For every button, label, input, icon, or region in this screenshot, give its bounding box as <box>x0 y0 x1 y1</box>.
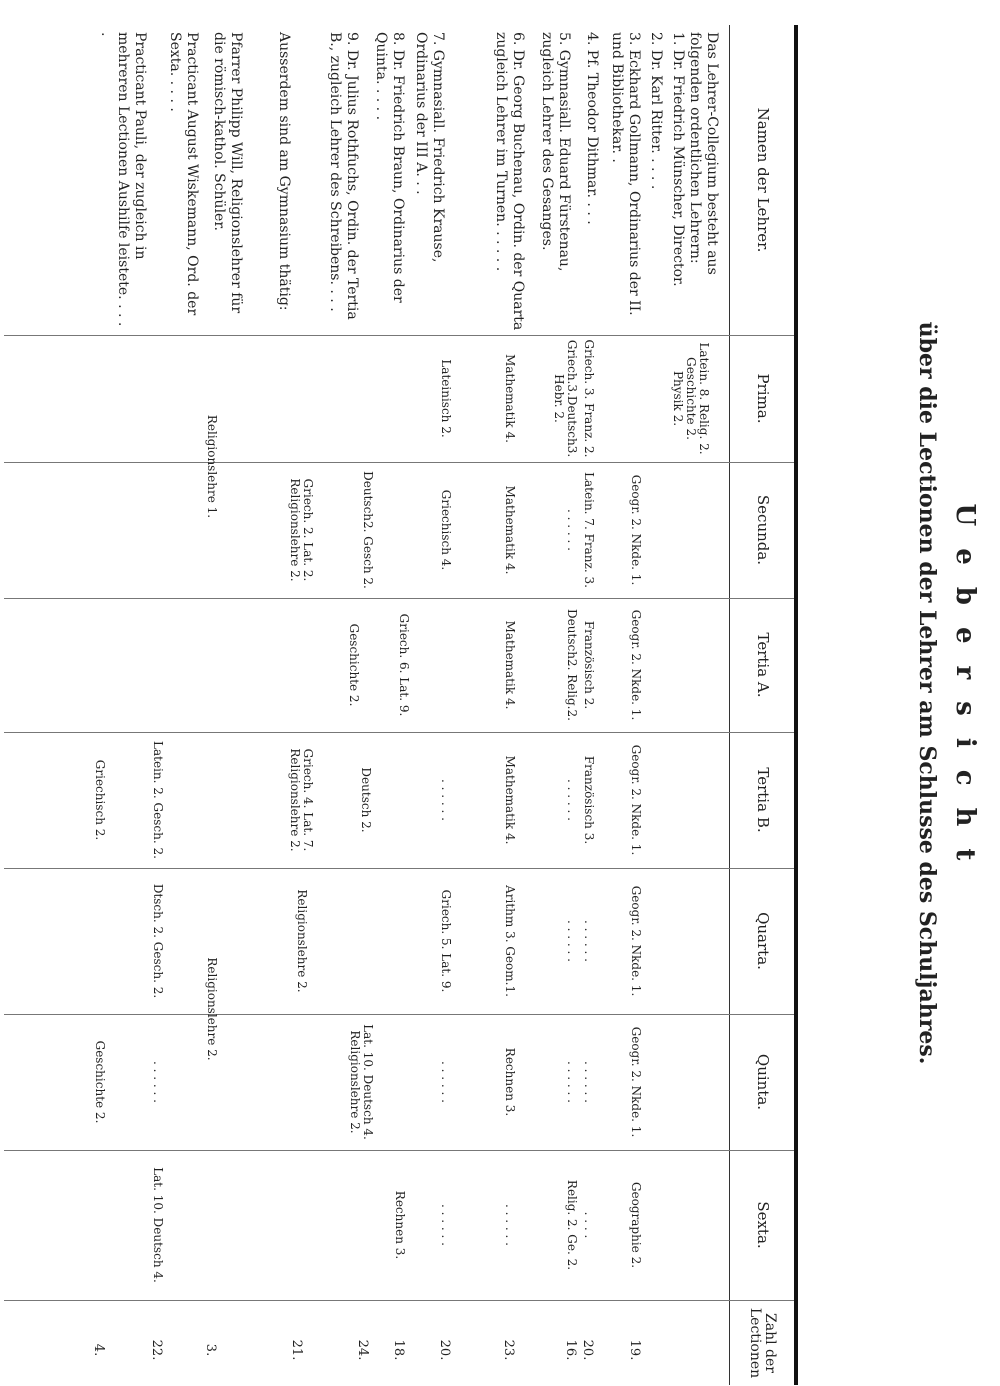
column-divider <box>4 1014 794 1015</box>
cell-dithmar-quarta-dots: . . . . . . <box>565 920 579 962</box>
cell-krause-tertia-a: Griech. 6. Lat. 9. <box>397 613 411 717</box>
header-quarta: Quarta. <box>753 912 772 970</box>
page-subtitle: über die Lectionen der Lehrer am Schlusse des Schuljahres. <box>914 321 940 1065</box>
header-tertia-a: Tertia A. <box>753 632 772 698</box>
cell-ritter-tertia-a: Geogr. 2. Nkde. 1. <box>629 609 643 721</box>
header-secunda: Secunda. <box>753 494 772 566</box>
total-will: 3. <box>203 1343 218 1357</box>
teacher-row-braun: 8. Dr. Friedrich Braun, Ordinarius der Quinta. . . . . <box>373 32 406 303</box>
cell-krause-quarta: Griech. 5. Lat. 9. <box>439 889 453 993</box>
cell-buchenau-tertia-b: Mathematik 4. <box>503 755 517 845</box>
cell-braun-sexta: Rechnen 3. <box>393 1190 407 1260</box>
cell-krause-tertia-b-dots: . . . . . . <box>439 779 453 821</box>
cell-ritter-sexta: Geographie 2. <box>629 1181 643 1269</box>
cell-braun-secunda: Deutsch2. Gesch 2. <box>361 471 375 589</box>
cell-pauli-quinta: Geschichte 2. <box>93 1040 107 1124</box>
teacher-row-will: Pfarrer Philipp Will, Religionslehrer für die römisch-kathol. Schüler. <box>211 32 244 314</box>
column-divider <box>4 732 794 733</box>
cell-muenscher-prima: Latein. 8. Relig. 2. Geschichte 2. Physik 2. <box>671 342 711 455</box>
cell-braun-tertia-b: Deutsch 2. <box>359 767 373 833</box>
cell-dithmar-quinta-dots: . . . . . . <box>565 1061 579 1103</box>
cell-krause-secunda: Griechisch 4. <box>439 489 453 571</box>
teacher-row-rothfuchs: 9. Dr. Julius Rothfuchs, Ordin. der Tertia B., zugleich Lehrer des Schreibens. . . . <box>327 32 360 320</box>
cell-wiskemann-sexta: Lat. 10. Deutsch 4. <box>151 1167 165 1283</box>
column-divider <box>4 462 794 463</box>
teacher-row-wiskemann: Practicant August Wiskemann, Ord. der Sexta. . . . . <box>167 32 200 316</box>
cell-will-prima-secunda: Religionslehre 1. <box>205 414 219 519</box>
header-sexta: Sexta. <box>753 1201 772 1249</box>
teacher-row-buchenau: 6. Dr. Georg Buchenau, Ordin. der Quarta zugleich Lehrer im Turnen. . . . . . <box>493 32 526 331</box>
cell-buchenau-secunda: Mathematik 4. <box>503 485 517 575</box>
intro-text: Das Lehrer-Collegium besteht aus folgenden ordentlichen Lehrern: <box>687 32 720 275</box>
teacher-row-pauli: Practicant Pauli, der zugleich in mehreren Lectionen Aushilfe leistete. . . . . <box>98 32 148 327</box>
header-zahl: Zahl der Lectionen <box>747 1307 778 1379</box>
header-names: Namen der Lehrer. <box>753 107 772 253</box>
cell-krause-prima: Lateinisch 2. <box>439 359 453 438</box>
teacher-row-fuerstenau: 5. Gymnasiall. Eduard Fürstenau, zugleich Lehrer des Gesanges. <box>539 32 572 272</box>
cell-dithmar-sexta: Relig. 2. Ge. 2. <box>565 1179 579 1271</box>
cell-gollmann-sexta-dots: . . . . <box>582 1211 596 1239</box>
cell-rothfuchs-secunda: Griech. 2. Lat. 2. Religionslehre 2. <box>288 478 315 582</box>
total-braun: 18. <box>391 1339 406 1361</box>
cell-gollmann-quarta-dots: . . . . . . <box>582 920 596 962</box>
cell-buchenau-prima: Mathematik 4. <box>503 354 517 443</box>
cell-ritter-quarta: Geogr. 2. Nkde. 1. <box>629 885 643 997</box>
cell-buchenau-sexta-dots: . . . . . . <box>503 1204 517 1246</box>
teacher-row-dithmar: 4. Pf. Theodor Dithmar. . . . <box>584 32 600 225</box>
cell-dithmar-tertia-a: Deutsch2. Relig.2. <box>565 609 579 721</box>
cell-ritter-quinta: Geogr. 2. Nkde. 1. <box>629 1026 643 1138</box>
cell-will-quarta-quinta: Religionslehre 2. <box>205 957 219 1061</box>
cell-gollmann-tertia-b: Französisch 3. <box>582 755 596 845</box>
cell-wiskemann-quinta-dots: . . . . . . <box>151 1061 165 1103</box>
column-divider <box>4 868 794 869</box>
cell-dithmar-secunda-dots: . . . . . . <box>565 509 579 551</box>
total-gollmann: 20. <box>580 1339 595 1361</box>
cell-rothfuchs-tertia-b: Griech. 4. Lat. 7. Religionslehre 2. <box>288 748 315 852</box>
cell-gollmann-tertia-a: Französisch 2. <box>582 620 596 710</box>
cell-buchenau-quinta: Rechnen 3. <box>503 1047 517 1117</box>
cell-gollmann-secunda: Latein. 7. Franz. 3. <box>582 472 596 588</box>
cell-ritter-secunda: Geogr. 2. Nkde. 1. <box>629 474 643 586</box>
header-quinta: Quinta. <box>753 1053 772 1111</box>
teacher-row-ritter: 2. Dr. Karl Ritter. . . . . <box>648 32 664 190</box>
cell-gollmann-prima: Griech. 3. Franz. 2. <box>582 339 596 458</box>
header-tertia-b: Tertia B. <box>753 767 772 833</box>
section-ausserdem: Ausserdem sind am Gymnasium thätig: <box>276 32 292 311</box>
page-title: Uebersicht <box>950 503 980 883</box>
cell-braun-quinta: Lat. 10. Deutsch 4. Religionslehre 2. <box>348 1024 375 1140</box>
total-krause: 20. <box>437 1339 452 1361</box>
cell-buchenau-tertia-a: Mathematik 4. <box>503 620 517 710</box>
teacher-row-krause: 7. Gymnasiall. Friedrich Krause, Ordinarius der III A. . . <box>413 32 446 263</box>
header-prima: Prima. <box>753 373 772 424</box>
total-wiskemann: 22. <box>149 1339 164 1361</box>
total-rothfuchs: 21. <box>289 1339 304 1361</box>
total-dithmar: 16. <box>563 1339 578 1361</box>
cell-krause-sexta-dots: . . . . . . <box>439 1204 453 1246</box>
cell-wiskemann-quarta: Dtsch. 2. Gesch. 2. <box>151 883 165 999</box>
cell-dithmar-tertia-b-dots: . . . . . . <box>565 779 579 821</box>
cell-gollmann-quinta-dots: . . . . . . <box>582 1061 596 1103</box>
column-divider <box>4 1300 794 1301</box>
cell-rothfuchs-quarta: Religionslehre 2. <box>295 889 309 993</box>
cell-pauli-tertia-b: Griechisch 2. <box>93 759 107 841</box>
total-pauli: 4. <box>91 1343 106 1357</box>
cell-braun-tertia-a: Geschichte 2. <box>347 623 361 707</box>
total-ritter: 19. <box>627 1339 642 1361</box>
cell-buchenau-quarta: Arithm 3. Geom.1. <box>503 885 517 997</box>
cell-ritter-tertia-b: Geogr. 2. Nkde. 1. <box>629 744 643 856</box>
total-braun-b: 24. <box>355 1339 370 1361</box>
cell-wiskemann-tertia-b: Latein. 2. Gesch. 2. <box>151 741 165 859</box>
total-buchenau: 23. <box>501 1339 516 1361</box>
cell-dithmar-prima: Griech.3.Deutsch3. Hebr. 2. <box>552 339 579 458</box>
teacher-row-muenscher: 1. Dr. Friedrich Münscher, Director. <box>670 32 686 287</box>
cell-krause-quinta-dots: . . . . . . <box>439 1061 453 1103</box>
table-top-rule <box>794 25 798 1385</box>
title-block <box>914 0 980 1386</box>
teacher-row-gollmann: 3. Eckhard Gollmann, Ordinarius der II. und Bibliothekar. . <box>609 32 642 316</box>
